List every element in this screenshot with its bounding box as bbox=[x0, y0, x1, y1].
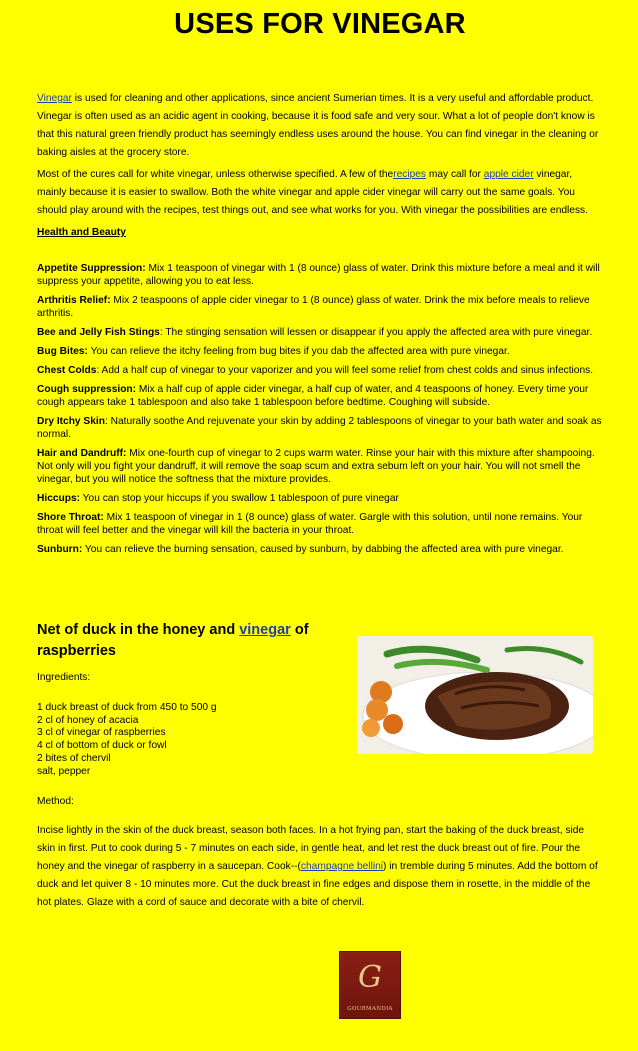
recipe-title: Net of duck in the honey and vinegar of raspberries bbox=[37, 622, 309, 659]
list-item: 3 cl of vinegar of raspberries bbox=[37, 727, 166, 739]
list-item: Arthritis Relief: Mix 2 teaspoons of apple cider vinegar to 1 (8 ounce) glass of water. Drink the mix before meals to relieve arthritis. bbox=[37, 295, 590, 320]
list-item: Bug Bites: You can relieve the itchy feeling from bug bites if you dab the affected area with pure vinegar. bbox=[37, 345, 510, 357]
uses-list bbox=[37, 262, 603, 562]
list-item: Bee and Jelly Fish Stings: The stinging sensation will lessen or disappear if you apply the affected area with pure vinegar. bbox=[37, 327, 593, 339]
list-item: Hiccups: You can stop your hiccups if you swallow 1 tablespoon of pure vinegar bbox=[37, 493, 399, 505]
vinegar-link[interactable]: Vinegar bbox=[37, 93, 72, 104]
gourmandia-logo bbox=[339, 951, 401, 1019]
list-item: 2 cl of honey of acacia bbox=[37, 714, 139, 726]
list-item: Shore Throat: Mix 1 teaspoon of vinegar in 1 (8 ounce) glass of water. Gargle with this solution, until none remains. Your throat will feel better and the vinegar will kill the bacteria in your throat. bbox=[37, 511, 583, 537]
intro bbox=[37, 90, 603, 246]
list-item: 4 cl of bottom of duck or fowl bbox=[37, 740, 167, 752]
list-item: 1 duck breast of duck from 450 to 500 g bbox=[37, 702, 217, 713]
list-item: Cough suppression: Mix a half cup of apple cider vinegar, a half cup of water, and 4 teaspoons of honey. Every time your cough appears take 1 tablespoon and also take 1 tablespoon before bedtime. Coughing will subside. bbox=[37, 383, 589, 408]
list-item: Sunburn: You can relieve the burning sensation, caused by sunburn, by dabbing the affected area with pure vinegar. bbox=[37, 544, 564, 556]
section-heading-health-beauty: Health and Beauty bbox=[37, 227, 126, 238]
list-item: Dry Itchy Skin: Naturally soothe And rejuvenate your skin by adding 2 tablespoons of vinegar to your bath water and soak as normal. bbox=[37, 415, 602, 440]
logo-letter: G bbox=[358, 960, 382, 995]
intro-paragraph-2: Most of the cures call for white vinegar, unless otherwise specified. A few of therecipes may call for apple cider vinegar, mainly because it is easier to swallow. Both the white vinegar and apple cider vinegar will carry out the same goals. You should play around with the recipes, test things out, and see what works for you. With vinegar the possibilities are endless. bbox=[37, 169, 588, 216]
list-item: Hair and Dandruff: Mix one-fourth cup of vinegar to 2 cups warm water. Rinse your hair with this mixture after shampooing. Not only will you fight your dandruff, it will remove the soap scum and extra sebum left on your hair. You will not smell the vinegar, but you will notice the softness that the mixture provides. bbox=[37, 447, 595, 486]
logo-wordmark: GOURMANDIA bbox=[347, 1006, 393, 1012]
page-title: USES FOR VINEGAR bbox=[174, 8, 466, 40]
recipe-vinegar-link[interactable]: vinegar bbox=[239, 622, 291, 638]
list-item: 2 bites of chervil bbox=[37, 752, 111, 764]
duck-dish-image bbox=[357, 636, 593, 754]
recipes-link[interactable]: recipes bbox=[393, 169, 427, 180]
method-label: Method: bbox=[37, 796, 74, 807]
list-item: salt, pepper bbox=[37, 765, 91, 777]
apple-cider-link[interactable]: apple cider bbox=[483, 169, 534, 180]
list-item: Appetite Suppression: Mix 1 teaspoon of vinegar with 1 (8 ounce) glass of water. Drink this mixture before a meal and it will suppress your appetite, allowing you to eat less. bbox=[37, 263, 600, 288]
ingredients-list bbox=[37, 702, 217, 778]
intro-paragraph-1: Vinegar is used for cleaning and other applications, since ancient Sumerian times. It is a very useful and affordable product. Vinegar is often used as an acidic agent in cooking, because it is food safe and very sour. What a lot of people don't know is that this natural green friendly product has seemingly endless uses around the house. You can find vinegar in the cleaning or baking aisles at the grocery store. bbox=[37, 93, 599, 158]
champagne-bellini-link[interactable]: champagne bellini bbox=[300, 861, 384, 872]
ingredients-label: Ingredients: bbox=[37, 672, 91, 683]
method-text: Incise lightly in the skin of the duck breast, season both faces. In a hot frying pan, start the baking of the duck breast, side skin in first. Put to cook during 5 - 7 minutes on each side, in gentle heat, and let rest the duck breast out of fire. Pour the honey and the vinegar of raspberry in a saucepan. Cook--(champagne bellini) in tremble during 5 minutes. Add the bottom of duck and let quiver 8 - 10 minutes more. Cut the duck breast in fine edges and dispose them in rosette, in the middle of the hot plates. Glaze with a cord of sauce and decorate with a bite of chervil. bbox=[37, 825, 598, 908]
list-item: Chest Colds: Add a half cup of vinegar to your vaporizer and you will feel some relief from chest colds and sinus infections. bbox=[37, 364, 594, 376]
